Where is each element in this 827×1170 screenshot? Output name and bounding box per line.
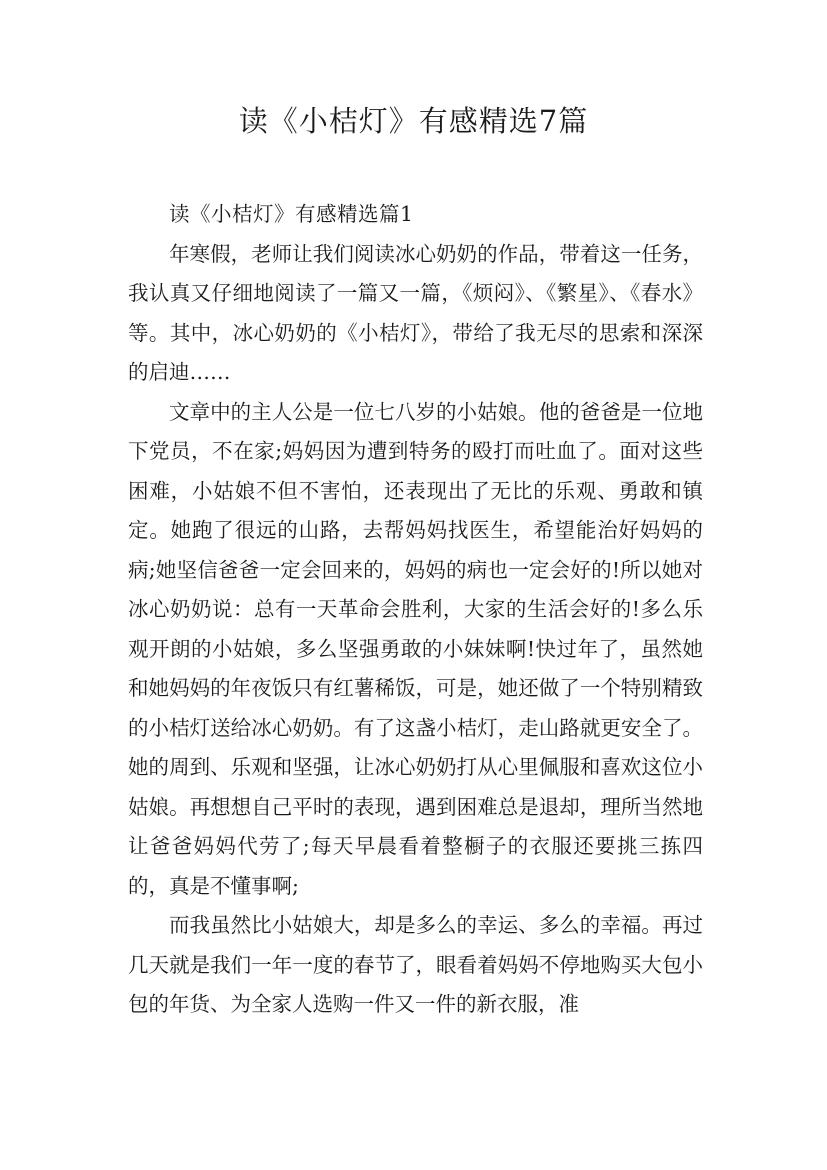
section-heading: 读《小桔灯》有感精选篇1	[169, 202, 414, 226]
paragraph: 文章中的主人公是一位七八岁的小姑娘。他的爸爸是一位地下党员，不在家;妈妈因为遭到特务的殴打而吐血了。面对这些困难，小姑娘不但不害怕，还表现出了无比的乐观、勇敢和镇定。她跑了很远的山路，去帮妈妈找医生，希望能治好妈妈的病;她坚信爸爸一定会回来的，妈妈的病也一定会好的!所以她对冰心奶奶说：总有一天革命会胜利，大家的生活会好的!多么乐观开朗的小姑娘，多么坚强勇敢的小妹妹啊!快过年了，虽然她和她妈妈的年夜饭只有红薯稀饭，可是，她还做了一个特别精致的小桔灯送给冰心奶奶。有了这盏小桔灯，走山路就更安全了。她的周到、乐观和坚强，让冰心奶奶打从心里佩服和喜欢这位小姑娘。再想想自己平时的表现，遇到困难总是退却，理所当然地让爸爸妈妈代劳了;每天早晨看着整橱子的衣服还要挑三拣四的，真是不懂事啊;	[128, 399, 703, 898]
page-title: 读《小桔灯》有感精选7篇	[238, 104, 589, 138]
paragraph: 而我虽然比小姑娘大，却是多么的幸运、多么的幸福。再过几天就是我们一年一度的春节了，眼看着妈妈不停地购买大包小包的年货、为全家人选购一件又一件的新衣服，准	[128, 913, 703, 1016]
paragraph: 年寒假，老师让我们阅读冰心奶奶的作品，带着这一任务，我认真又仔细地阅读了一篇又一篇，《烦闷》、《繁星》、《春水》等。其中，冰心奶奶的《小桔灯》，带给了我无尽的思索和深深的启迪……	[128, 241, 703, 384]
article-body	[128, 195, 703, 1025]
